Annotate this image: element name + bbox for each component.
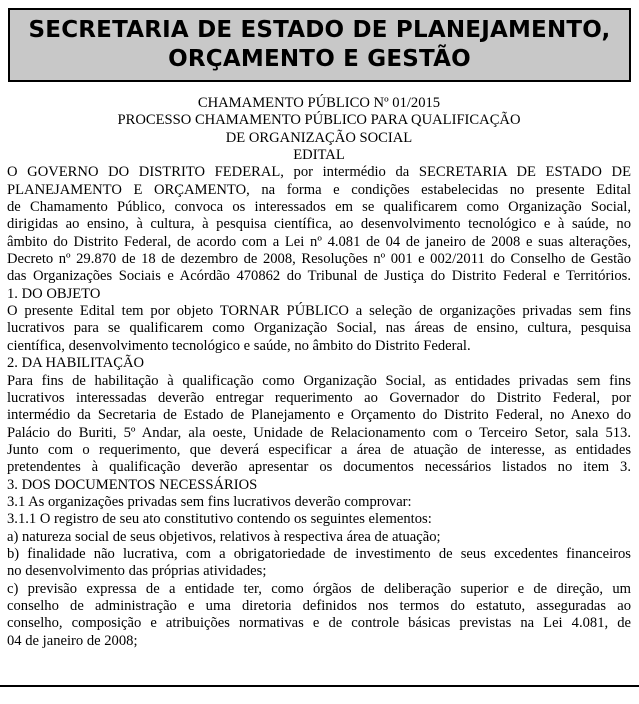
section-2-line: Palácio do Buriti, 5º Andar, ala oeste, Unidade de Relacionamento com o Terceiro Setor, sala 513. (7, 424, 631, 441)
section-2-line: lucrativos interessadas deverão entregar requerimento ao Governador do Distrito Federal, por (7, 389, 631, 406)
item-3-1: 3.1 As organizações privadas sem fins lucrativos deverão comprovar: (7, 493, 412, 510)
section-1-line: lucrativos para se qualificarem como Organização Social, nas áreas de ensino, cultura, pesquisa (7, 320, 631, 337)
section-2-line: pretendentes à qualificação deverão apresentar os documentos necessários listados no item 3. (7, 459, 631, 476)
notice-edital-label: EDITAL (293, 147, 345, 164)
bottom-divider (0, 685, 639, 687)
section-2-heading: 2. DA HABILITAÇÃO (7, 355, 145, 372)
intro-line: âmbito do Distrito Federal, de acordo com a Lei nº 4.081 de 04 de janeiro de 2008 e suas alterações, (7, 233, 631, 250)
section-2-line: Para fins de habilitação à qualificação como Organização Social, as entidades privadas sem fins (7, 372, 631, 389)
section-1-paragraph (7, 303, 631, 355)
item-b-line: b) finalidade não lucrativa, com a obrigatoriedade de investimento de seus excedentes financeiros (7, 545, 631, 562)
item-b-line: no desenvolvimento das próprias atividades; (7, 563, 267, 580)
section-1-heading: 1. DO OBJETO (7, 285, 101, 302)
item-b (7, 546, 631, 581)
item-c-line: conselho, composição e atribuições normativas e de controle básicas previstas na Lei 4.081, de (7, 615, 631, 632)
item-c-line: c) previsão expressa de a entidade ter, como órgãos de deliberação superior e de direção, um (7, 580, 631, 597)
intro-line: PLANEJAMENTO E ORÇAMENTO, na forma e condições estabelecidas no presente Edital (7, 181, 631, 198)
notice-process-subtitle: DE ORGANIZAÇÃO SOCIAL (225, 129, 413, 146)
banner-title-line-1: SECRETARIA DE ESTADO DE PLANEJAMENTO, (28, 17, 611, 43)
section-3-heading: 3. DOS DOCUMENTOS NECESSÁRIOS (7, 476, 258, 493)
section-2-paragraph (7, 373, 631, 477)
intro-line: dirigidas ao ensino, à cultura, à pesquisa científica, ao desenvolvimento tecnológico e à saúde, no (7, 216, 631, 233)
document-body (7, 95, 631, 650)
intro-line: O GOVERNO DO DISTRITO FEDERAL, por intermédio da SECRETARIA DE ESTADO DE (7, 164, 631, 181)
item-3-1-1: 3.1.1 O registro de seu ato constitutivo contendo os seguintes elementos: (7, 511, 432, 528)
item-c-line: conselho de administração e uma diretoria definidos nos termos do estatuto, asseguradas ao (7, 597, 631, 614)
notice-number: CHAMAMENTO PÚBLICO Nº 01/2015 (197, 95, 441, 111)
item-c (7, 581, 631, 650)
section-banner (8, 8, 631, 82)
item-a: a) natureza social de seus objetivos, relativos à respectiva área de atuação; (7, 528, 441, 545)
section-1-line: O presente Edital tem por objeto TORNAR PÚBLICO a seleção de organizações privadas sem fins (7, 303, 631, 320)
section-2-line: Junto com o requerimento, que deverá especificar a área de atuação de interesse, as entidades (7, 441, 631, 458)
section-1-line: científica, desenvolvimento tecnológico e saúde, no âmbito do Distrito Federal. (7, 337, 471, 354)
section-2-line: intermédio da Secretaria de Estado de Planejamento e Orçamento do Distrito Federal, no Anexo do (7, 407, 631, 424)
notice-process-title: PROCESSO CHAMAMENTO PÚBLICO PARA QUALIFICAÇÃO (117, 112, 521, 129)
intro-line: das Organizações Sociais e Acórdão 470862 do Tribunal de Justiça do Distrito Federal e Territórios. (7, 268, 631, 285)
intro-paragraph (7, 164, 631, 285)
intro-line: Decreto nº 29.870 de 18 de dezembro de 2008, Resoluções nº 001 e 002/2011 do Conselho de Gestão (7, 251, 631, 268)
intro-line: de Chamamento Público, convoca os interessados em se qualificarem como Organização Social, (7, 199, 631, 216)
item-c-line: 04 de janeiro de 2008; (7, 632, 138, 649)
banner-title-line-2: ORÇAMENTO E GESTÃO (168, 46, 471, 72)
